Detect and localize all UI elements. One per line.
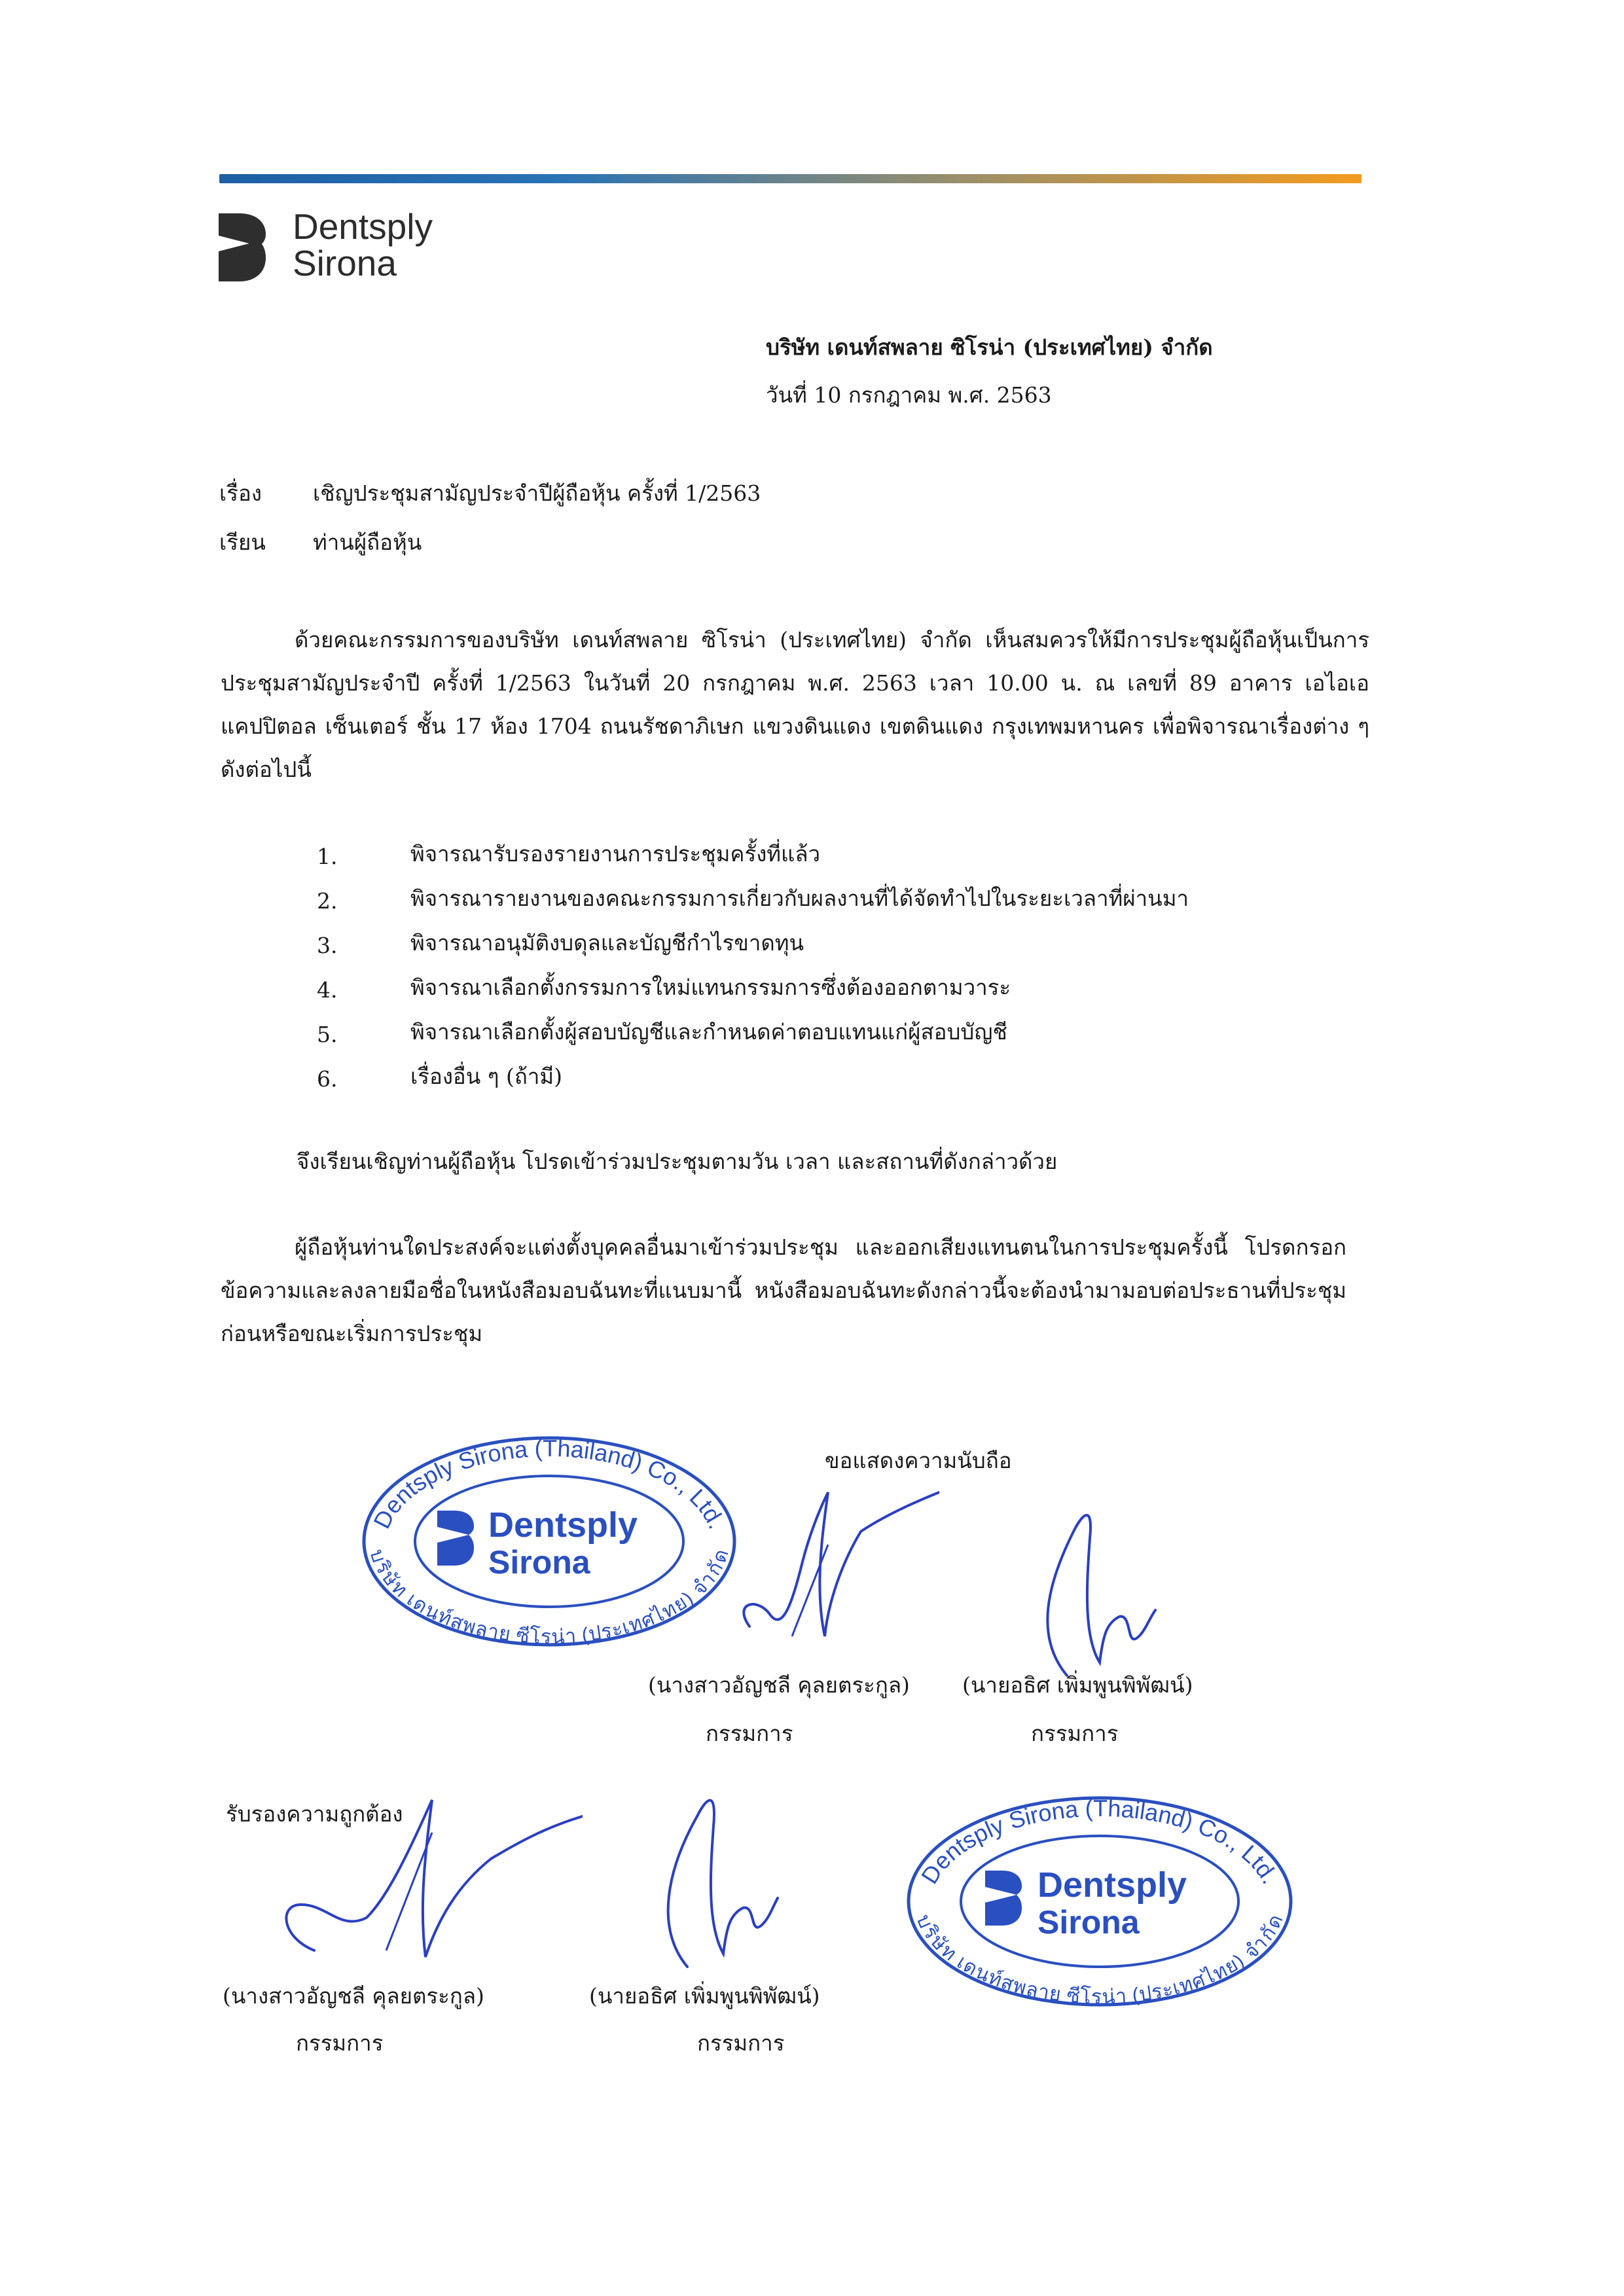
company-stamp-seal (359, 1433, 740, 1649)
company-name: บริษัท เดนท์สพลาย ซิโรน่า (ประเทศไทย) จำกัด (766, 334, 1213, 360)
signer2-title: กรรมการ (1031, 1721, 1119, 1746)
cert-signer1-title: กรรมการ (296, 2030, 384, 2056)
signer1-name: (นางสาวอัญชลี คุลยตระกูล) (648, 1672, 910, 1698)
agenda-number: 4. (317, 977, 338, 1003)
proxy-paragraph: ผู้ถือหุ้นท่านใดประสงค์จะแต่งตั้งบุคคลอื่นมาเข้าร่วมประชุม และออกเสียงแทนตนในการประชุมครั้งนี้ โปรดกรอกข้อความและลงลายมือชื่อในหนังสือมอบฉันทะที่แนบมานี้ หนังสือมอบฉันทะดังกล่าวนี้จะต้องนำมามอบต่อประธานที่ประชุมก่อนหรือขณะเริ่มการประชุม (221, 1234, 1346, 1346)
stamp-outer-top-text: Dentsply Sirona (Thailand) Co., Ltd. (915, 1794, 1284, 1889)
signer1-title: กรรมการ (706, 1721, 793, 1746)
agenda-number: 3. (317, 933, 338, 958)
agenda-number: 1. (317, 844, 338, 869)
agenda-item: เรื่องอื่น ๆ (ถ้ามี) (410, 1064, 563, 1089)
certification-label: รับรองความถูกต้อง (226, 1801, 403, 1827)
invitation-paragraph: ด้วยคณะกรรมการของบริษัท เดนท์สพลาย ซิโรน่า (ประเทศไทย) จำกัด เห็นสมควรให้มีการประชุมผู้ถือหุ้นเป็นการประชุมสามัญประจำปี ครั้งที่ 1/2563 ในวันที่ 20 กรกฎาคม พ.ศ. 2563 เวลา 10.00 น. ณ เลขที่ 89 อาคาร เอไอเอ แคปปิตอล เซ็นเตอร์ ชั้น 17 ห้อง 1704 ถนนรัชดาภิเษก แขวงดินแดง เขตดินแดง กรุงเทพมหานคร เพื่อพิจารณาเรื่องต่าง ๆ ดังต่อไปนี้ (221, 627, 1369, 782)
stamp-logo-icon (985, 1871, 1022, 1926)
stamp-inner-line1: Dentsply (1038, 1865, 1187, 1905)
brand-name (293, 206, 433, 284)
signature-athis (1028, 1505, 1159, 1682)
signature-anchalee (730, 1486, 939, 1656)
cert-signer2-name: (นายอธิศ เพิ่มพูนพิพัฒน์) (589, 1983, 820, 2009)
agenda-item: พิจารณาเลือกตั้งผู้สอบบัญชีและกำหนดค่าตอบแทนแก่ผู้สอบบัญชี (410, 1019, 1007, 1045)
brand-line-1: Dentsply (293, 206, 433, 247)
signer2-name: (นายอธิศ เพิ่มพูนพิพัฒน์) (962, 1672, 1193, 1698)
stamp-outer-bottom-text: บริษัท เดนท์สพลาย ซีโรน่า (ประเทศไทย) จำกัด (912, 1911, 1288, 2008)
agenda-item: พิจารณาเลือกตั้งกรรมการใหม่แทนกรรมการซึ่งต้องออกตามวาระ (410, 975, 1011, 1000)
stamp-logo-icon (437, 1511, 474, 1566)
subject-label: เรื่อง (219, 480, 262, 506)
to-label: เรียน (219, 529, 266, 555)
invitation-closing-paragraph: จึงเรียนเชิญท่านผู้ถือหุ้น โปรดเข้าร่วมประชุมตามวัน เวลา และสถานที่ดังกล่าวด้วย (297, 1149, 1058, 1174)
cert-signer2-title: กรรมการ (697, 2030, 785, 2056)
stamp-outer-bottom-text: บริษัท เดนท์สพลาย ซีโรน่า (ประเทศไทย) จำกัด (365, 1547, 733, 1648)
letterhead-gradient-bar (219, 174, 1362, 183)
brand-line-2: Sirona (293, 243, 397, 284)
letter-date: วันที่ 10 กรกฎาคม พ.ศ. 2563 (766, 382, 1052, 408)
certification-signature-anchalee (275, 1787, 583, 1970)
stamp-inner-line2: Sirona (1038, 1904, 1140, 1941)
agenda-item: พิจารณาอนุมัติงบดุลและบัญชีกำไรขาดทุน (410, 930, 804, 956)
closing-regards: ขอแสดงความนับถือ (825, 1448, 1012, 1473)
cert-signer1-name: (นางสาวอัญชลี คุลยตระกูล) (223, 1983, 484, 2009)
certification-signature-athis (648, 1790, 779, 1973)
agenda-item: พิจารณารายงานของคณะกรรมการเกี่ยวกับผลงานที่ได้จัดทำไปในระยะเวลาที่ผ่านมา (410, 886, 1189, 911)
stamp-inner-line1: Dentsply (488, 1505, 638, 1545)
dentsply-sirona-logo-icon (216, 211, 268, 284)
stamp-inner-line2: Sirona (488, 1544, 590, 1581)
to-text: ท่านผู้ถือหุ้น (313, 529, 422, 555)
subject-text: เชิญประชุมสามัญประจำปีผู้ถือหุ้น ครั้งที่ 1/2563 (313, 480, 761, 506)
agenda-number: 6. (317, 1066, 338, 1092)
agenda-number: 5. (317, 1022, 338, 1047)
agenda-item: พิจารณารับรองรายงานการประชุมครั้งที่แล้ว (410, 841, 821, 867)
agenda-number: 2. (317, 888, 338, 914)
stamp-outer-top-text: Dentsply Sirona (Thailand) Co., Ltd. (368, 1434, 731, 1533)
company-stamp-seal-certification (903, 1793, 1296, 2009)
